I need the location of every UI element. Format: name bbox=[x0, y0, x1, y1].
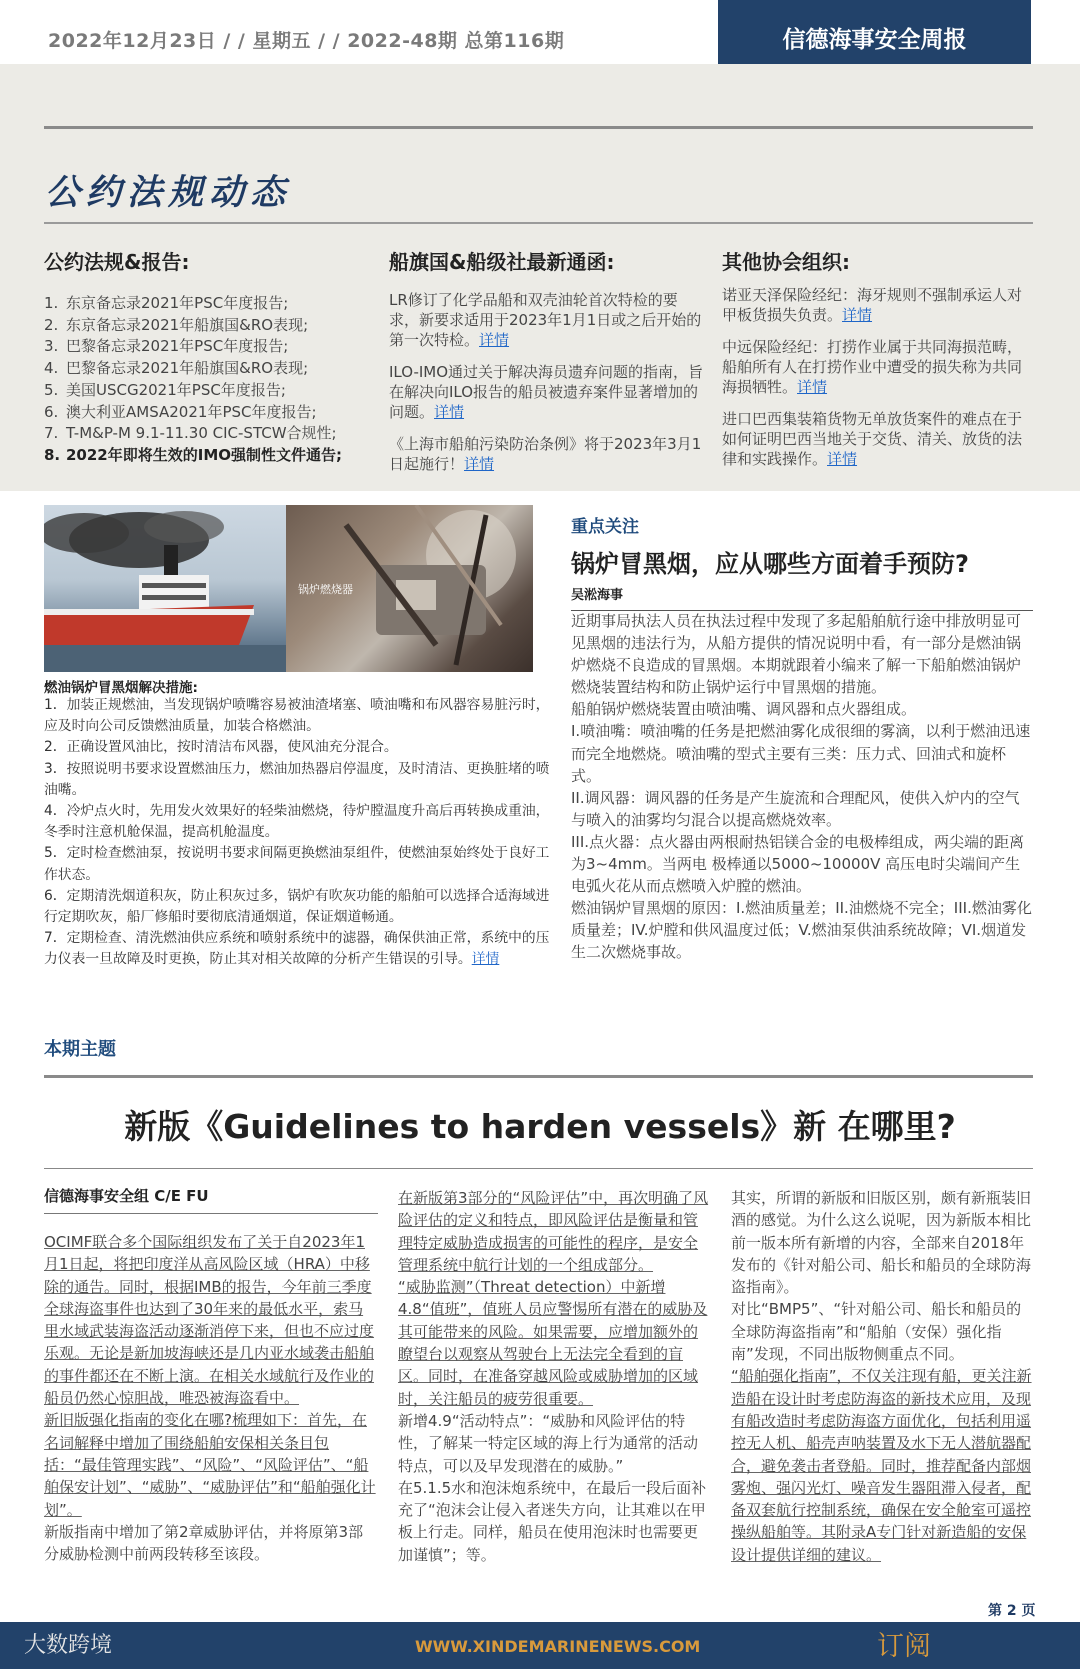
page-footer bbox=[0, 1622, 1080, 1669]
list-item[interactable]: 6. 澳大利亚AMSA2021年PSC年度报告; bbox=[44, 402, 317, 421]
boiler-burner-photo bbox=[286, 505, 533, 672]
section-rule bbox=[44, 1168, 1033, 1169]
col-heading-regulations: 公约法规&报告: bbox=[44, 250, 190, 274]
author-line: 信德海事安全组 C/E FU bbox=[44, 1187, 209, 1205]
details-link[interactable]: 详情 bbox=[797, 378, 828, 396]
details-link[interactable]: 详情 bbox=[827, 450, 858, 468]
focus-body bbox=[571, 610, 1033, 964]
paragraph: OCIMF联合多个国际组织发布了关于自2023年1月1日起，将把印度洋从高风险区域（HRA）中移除的通告。同时，根据IMB的报告，今年前三季度全球海盗事件也达到了30年来的最低水平，索马里水域武装海盗活动逐渐消停下来，但也不应过度乐观。无论是新加坡海峡还是几内亚水域袭击船舶的事件都还在不断上演。在相关水域航行及作业的船员仍然心惊胆战，唯恐被海盗看中。 bbox=[44, 1233, 375, 1408]
details-link[interactable]: 详情 bbox=[464, 455, 495, 473]
theme-tag: 本期主题 bbox=[44, 1039, 116, 1060]
footer-logo: 大数跨境 bbox=[24, 1633, 113, 1658]
website-link[interactable]: WWW.XINDEMARINENEWS.COM bbox=[415, 1637, 701, 1656]
col-heading-flag-class: 船旗国&船级社最新通函: bbox=[389, 250, 615, 274]
section-rule bbox=[44, 126, 1033, 129]
paragraph: 燃油锅炉冒黑烟的原因：I.燃油质量差；II.油燃烧不完全；III.燃油雾化质量差；IV.炉膛和供风温度过低；V.燃油泵供油系统故障；VI.烟道发生二次燃烧事故。 bbox=[571, 899, 1032, 962]
measure-item: 2．正确设置风油比，按时清洁布风器，使风油充分混合。 bbox=[44, 739, 398, 756]
paragraph: 其实，所谓的新版和旧版区别，颇有新瓶装旧酒的感觉。为什么这么说呢，因为新版本相比前一版本所有新增的内容，全部来自2018年发布的《针对船公司、船长和船员的全球防海盗指南》。 bbox=[731, 1189, 1032, 1297]
paragraph: 对比“BMP5”、“针对船公司、船长和船员的全球防海盗指南”和“船舶（安保）强化指南”发现，不同出版物侧重点不同。 bbox=[731, 1300, 1022, 1364]
list-item[interactable]: 3. 巴黎备忘录2021年PSC年度报告; bbox=[44, 337, 289, 356]
list-item[interactable]: 8. 2022年即将生效的IMO强制性文件通告; bbox=[44, 445, 343, 464]
list-item[interactable]: 2. 东京备忘录2021年船旗国&RO表现; bbox=[44, 315, 309, 334]
news-text: 中远保险经纪：打捞作业属于共同海损范畴，船舶所有人在打捞作业中遭受的损失称为共同海损牺牲。 bbox=[722, 338, 1023, 396]
section-rule bbox=[44, 1075, 1033, 1078]
ship-illustration bbox=[44, 505, 286, 672]
section-rule bbox=[44, 222, 1033, 224]
theme-column-2 bbox=[398, 1187, 712, 1566]
measures-title: 燃油锅炉冒黑烟解决措施: bbox=[44, 680, 198, 696]
boiler-burner-label: 锅炉燃烧器 bbox=[298, 583, 353, 596]
theme-column-3 bbox=[731, 1187, 1033, 1566]
focus-title: 锅炉冒黑烟，应从哪些方面着手预防? bbox=[571, 550, 969, 578]
list-item[interactable]: 5. 美国USCG2021年PSC年度报告; bbox=[44, 380, 286, 399]
news-text: LR修订了化学品船和双壳油轮首次特检的要求，新要求适用于2023年1月1日或之后开始的第一次特检。 bbox=[389, 291, 702, 349]
paragraph: 新旧版强化指南的变化在哪?梳理如下：首先，在名词解释中增加了围绕船舶安保相关条目包括：“最佳管理实践”、“风险”、“风险评估”、“船舶保安计划”、“威胁”、“威胁评估”和“船舶强化计划”。 bbox=[44, 1411, 376, 1519]
paragraph: 在新版第3部分的“风险评估”中，再次明确了风险评估的定义和特点，即风险评估是衡量和管理特定威胁造成损害的可能性的程序，是安全管理系统中航行计划的一个组成部分。 bbox=[398, 1189, 709, 1274]
paragraph: 新增4.9“活动特点”：“威胁和风险评估的特性，了解某一特定区域的海上行为通常的活动特点，可以及早发现潜在的威胁。” bbox=[398, 1411, 699, 1475]
measure-item: 7．定期检查、清洗燃油供应系统和喷射系统中的滤器，确保供油正常，系统中的压力仪表一旦故障及时更换，防止其对相关故障的分析产生错误的引导。详情 bbox=[44, 930, 550, 968]
measures-list bbox=[44, 695, 554, 971]
measure-item: 1．加装正规燃油，当发现锅炉喷嘴容易被油渣堵塞、喷油嘴和布风器容易脏污时，应及时向公司反馈燃油质量，加装合格燃油。 bbox=[44, 697, 550, 735]
page-number: 第 2 页 bbox=[988, 1603, 1036, 1619]
issue-line: 2022年12月23日 / / 星期五 / / 2022-48期 总第116期 bbox=[48, 30, 565, 52]
measure-item: 4．冷炉点火时，先用发火效果好的轻柴油燃烧，待炉膛温度升高后再转换成重油，冬季时注意机舱保温，提高机舱温度。 bbox=[44, 803, 550, 841]
ship-smoke-photo bbox=[44, 505, 286, 672]
focus-tag: 重点关注 bbox=[571, 517, 639, 537]
measure-item: 3．按照说明书要求设置燃油压力，燃油加热器启停温度，及时清洁、更换脏堵的喷油嘴。 bbox=[44, 760, 550, 798]
section-title: 公约法规动态 bbox=[45, 173, 292, 213]
flag-class-news bbox=[389, 290, 704, 486]
brand-banner: 信德海事安全周报 bbox=[718, 0, 1031, 64]
theme-title: 新版《Guidelines to harden vessels》新 在哪里? bbox=[124, 1107, 956, 1146]
list-item[interactable]: 7. T-M&P-M 9.1-11.30 CIC-STCW合规性; bbox=[44, 424, 337, 443]
other-orgs-news bbox=[722, 285, 1034, 481]
list-item[interactable]: 4. 巴黎备忘录2021年船旗国&RO表现; bbox=[44, 359, 309, 378]
paragraph: 在5.1.5水和泡沫炮系统中，在最后一段后面补充了“泡沫会让侵入者迷失方向，让其难以在甲板上行走。同样，船员在使用泡沫时也需要更加谨慎”；等。 bbox=[398, 1478, 707, 1564]
subscribe-button[interactable]: 订阅 bbox=[877, 1631, 931, 1662]
measure-item: 5．定时检查燃油泵，按说明书要求间隔更换燃油泵组件，使燃油泵始终处于良好工作状态。 bbox=[44, 845, 550, 883]
list-item[interactable]: 1. 东京备忘录2021年PSC年度报告; bbox=[44, 294, 289, 312]
paragraph: 船舶锅炉燃烧装置由喷油嘴、调风器和点火器组成。 bbox=[571, 700, 917, 719]
theme-column-1 bbox=[44, 1231, 378, 1565]
news-text: ILO-IMO通过关于解决海员遗弃问题的指南，旨在解决向ILO报告的船员被遗弃案件显著增加的问题。 bbox=[389, 363, 704, 421]
report-list bbox=[44, 293, 384, 467]
details-link[interactable]: 详情 bbox=[479, 331, 510, 349]
news-text: 进口巴西集装箱货物无单放货案件的难点在于如何证明巴西当地关于交货、清关、放货的法律和实践操作。 bbox=[722, 410, 1023, 468]
author-rule bbox=[44, 1213, 378, 1214]
col-heading-other-orgs: 其他协会组织: bbox=[722, 250, 850, 274]
paragraph: 近期事局执法人员在执法过程中发现了多起船舶航行途中排放明显可见黑烟的违法行为，从船方提供的情况说明中看，有一部分是燃油锅炉燃烧不良造成的冒黑烟。本期就跟着小编来了解一下船舶燃油锅炉燃烧装置结构和防止锅炉运行中冒黑烟的措施。 bbox=[571, 612, 1022, 697]
paragraph: 新版指南中增加了第2章威胁评估，并将原第3部分威胁检测中前两段转移至该段。 bbox=[44, 1522, 364, 1564]
details-link[interactable]: 详情 bbox=[471, 951, 500, 968]
news-text: 诺亚天泽保险经纪：海牙规则不强制承运人对甲板货损失负责。 bbox=[722, 286, 1023, 324]
paragraph: “船舶强化指南”，不仅关注现有船，更关注新造船在设计时考虑防海盗的新技术应用，及现有船改造时考虑防海盗方面优化，包括利用遥控无人机、船壳声呐装置及水下无人潜航器配合，避免袭击者登船。同时，推荐配备内部烟雾炮、强闪光灯、噪音发生器阻滞入侵者，配备双套航行控制系统，确保在安全舱室可遥控操纵船舶等。其附录A专门针对新造船的安保设计提供详细的建议。 bbox=[731, 1367, 1032, 1564]
paragraph: I.喷油嘴：喷油嘴的任务是把燃油雾化成很细的雾滴，以利于燃油迅速而完全地燃烧。喷油嘴的型式主要有三类：压力式、回油式和旋杯式。 bbox=[571, 722, 1031, 785]
details-link[interactable]: 详情 bbox=[842, 306, 873, 324]
focus-source: 吴淞海事 bbox=[571, 588, 624, 603]
paragraph: “威胁监测”（Threat detection）中新增4.8“值班”，值班人员应警惕所有潜在的威胁及其可能带来的风险。如果需要，应增加额外的瞭望台以观察从驾驶台上无法完全看到的盲区。同时，在准备穿越风险或威胁增加的区域时，关注船员的疲劳很重要。 bbox=[398, 1278, 708, 1408]
paragraph: II.调风器：调风器的任务是产生旋流和合理配风，使供入炉内的空气与喷入的油雾均匀混合以提高燃烧效率。 bbox=[571, 788, 1020, 829]
measure-item: 6．定期清洗烟道积灰，防止积灰过多，锅炉有吹灰功能的船舶可以选择合适海域进行定期吹灰，船厂修船时要彻底清通烟道，保证烟道畅通。 bbox=[44, 887, 550, 926]
paragraph: III.点火器：点火器由两根耐热铝镁合金的电极棒组成，两尖端的距离为3~4mm。当两电 极棒通以5000~10000V 高压电时尖端间产生电弧火花从而点燃喷入炉膛的燃油。 bbox=[571, 832, 1025, 896]
news-text: 《上海市船舶污染防治条例》将于2023年3月1日起施行！ bbox=[389, 435, 702, 473]
details-link[interactable]: 详情 bbox=[434, 403, 465, 421]
